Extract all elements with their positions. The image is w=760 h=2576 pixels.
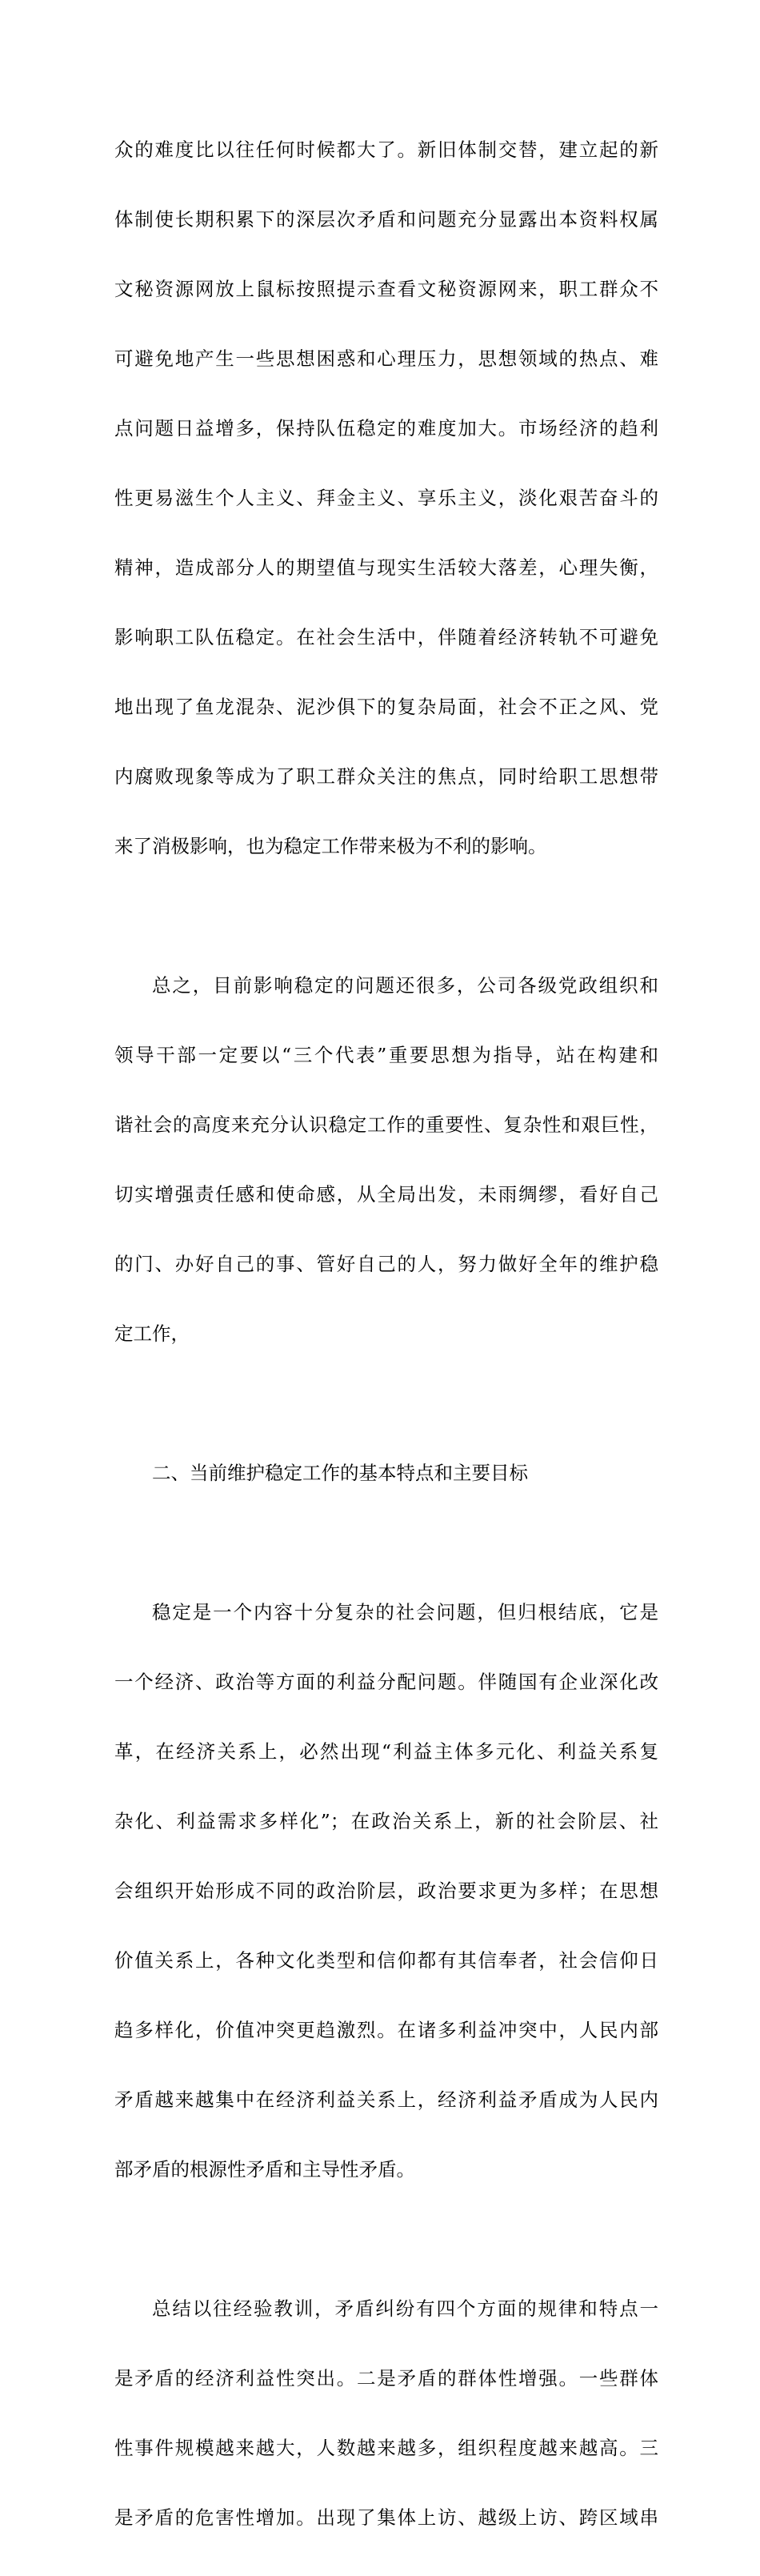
- text-line: 定工作，: [114, 1322, 190, 1345]
- document-page: [114, 92, 658, 2576]
- text-line: 切实增强责任感和使命感，从全局出发，未雨绸缪，看好自己: [114, 1183, 658, 1206]
- text-line: 矛盾越来越集中在经济利益关系上，经济利益矛盾成为人民内: [114, 2088, 658, 2111]
- paragraph-continuation: [114, 92, 658, 905]
- text-line: 部矛盾的根源性矛盾和主导性矛盾。: [114, 2158, 415, 2181]
- heading-text: 二、当前维护稳定工作的基本特点和主要目标: [152, 1462, 528, 1484]
- text-line: 一个经济、政治等方面的利益分配问题。伴随国有企业深化改: [114, 1671, 658, 1693]
- text-line: 地出现了鱼龙混杂、泥沙俱下的复杂局面，社会不正之风、党: [114, 696, 658, 718]
- text-line: 稳定是一个内容十分复杂的社会问题，但归根结底，它是: [152, 1601, 658, 1623]
- text-line: 革，在经济关系上，必然出现“利益主体多元化、利益关系复: [114, 1740, 658, 1763]
- text-line: 点问题日益增多，保持队伍稳定的难度加大。市场经济的趋利: [114, 417, 658, 439]
- text-line: 价值关系上，各种文化类型和信仰都有其信奉者，社会信仰日: [114, 1949, 658, 1972]
- text-line: 总之，目前影响稳定的问题还很多，公司各级党政组织和: [152, 974, 658, 997]
- text-line: 性事件规模越来越大，人数越来越多，组织程度越来越高。三: [114, 2437, 658, 2459]
- paragraph-gap: [114, 905, 658, 928]
- text-line: 趋多样化，价值冲突更趋激烈。在诸多利益冲突中，人民内部: [114, 2019, 658, 2041]
- text-line: 文秘资源网放上鼠标按照提示查看文秘资源网来，职工群众不: [114, 278, 658, 300]
- text-line: 影响职工队伍稳定。在社会生活中，伴随着经济转轨不可避免: [114, 626, 658, 648]
- paragraph-experience: [114, 2251, 658, 2576]
- text-line: 的门、办好自己的事、管好自己的人，努力做好全年的维护稳: [114, 1253, 658, 1275]
- section-heading: [114, 1415, 658, 1531]
- text-line: 内腐败现象等成为了职工群众关注的焦点，同时给职工思想带: [114, 765, 658, 788]
- paragraph-gap: [114, 1531, 658, 1555]
- text-line: 会组织开始形成不同的政治阶层，政治要求更为多样；在思想: [114, 1880, 658, 1902]
- paragraph-gap: [114, 1392, 658, 1415]
- text-line: 领导干部一定要以“三个代表”重要思想为指导，站在构建和: [114, 1044, 658, 1066]
- text-line: 是矛盾的经济利益性突出。二是矛盾的群体性增强。一些群体: [114, 2367, 658, 2389]
- paragraph-summary: [114, 928, 658, 1392]
- text-line: 谐社会的高度来充分认识稳定工作的重要性、复杂性和艰巨性，: [114, 1113, 658, 1136]
- text-line: 来了消极影响，也为稳定工作带来极为不利的影响。: [114, 835, 547, 857]
- text-line: 总结以往经验教训，矛盾纠纷有四个方面的规律和特点一: [152, 2297, 658, 2320]
- text-line: 杂化、利益需求多样化”；在政治关系上，新的社会阶层、社: [114, 1810, 658, 1832]
- text-line: 是矛盾的危害性增加。出现了集体上访、越级上访、跨区域串: [114, 2506, 658, 2529]
- text-line: 可避免地产生一些思想困惑和心理压力，思想领域的热点、难: [114, 347, 658, 370]
- paragraph-stability: [114, 1555, 658, 2228]
- text-line: 精神，造成部分人的期望值与现实生活较大落差，心理失衡，: [114, 556, 658, 579]
- text-line: 性更易滋生个人主义、拜金主义、享乐主义，淡化艰苦奋斗的: [114, 487, 658, 509]
- paragraph-gap: [114, 2228, 658, 2251]
- text-line: 众的难度比以往任何时候都大了。新旧体制交替，建立起的新: [114, 138, 658, 161]
- text-line: 体制使长期积累下的深层次矛盾和问题充分显露出本资料权属: [114, 208, 658, 231]
